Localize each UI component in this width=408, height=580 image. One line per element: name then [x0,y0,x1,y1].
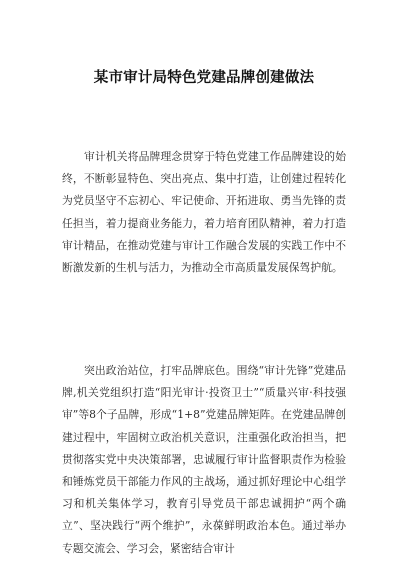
paragraph-1: 审计机关将品牌理念贯穿于特色党建工作品牌建设的始终，不断彰显特色、突出亮点、集中打造，让创建过程转化为党员坚守不忘初心、牢记使命、开拓进取、勇当先锋的责任担当，着力提商业务能力，着力培育团队精神，着力打造审计精品，在推动党建与审计工作融合发展的实践工作中不断激发新的生机与活力，为推动全市高质量发展保驾护航。 [62,150,346,275]
document-title: 某市审计局特色党建品牌创建做法 [93,70,315,86]
paragraph-2: 突出政治站位，打牢品牌底色。围绕“审计先锋”党建品牌,机关党组织打造“阳光审计·投资卫士”“质量兴审·科技强审”等8个子品牌，形成“1+8”党建品牌矩阵。在党建品牌创建过程中，牢固树立政治机关意识，注重强化政治担当，把贯彻落实党中央决策部署，忠诚履行审计监督职责作为检验和锤炼党员干部能力作风的主战场，通过抓好理论中心组学习和机关集体学习，教育引导党员干部忠诚拥护“两个确立”、坚决践行“两个维护”，永葆鲜明政治本色。通过举办专题交流会、学习会，紧密结合审计 [62,364,346,555]
